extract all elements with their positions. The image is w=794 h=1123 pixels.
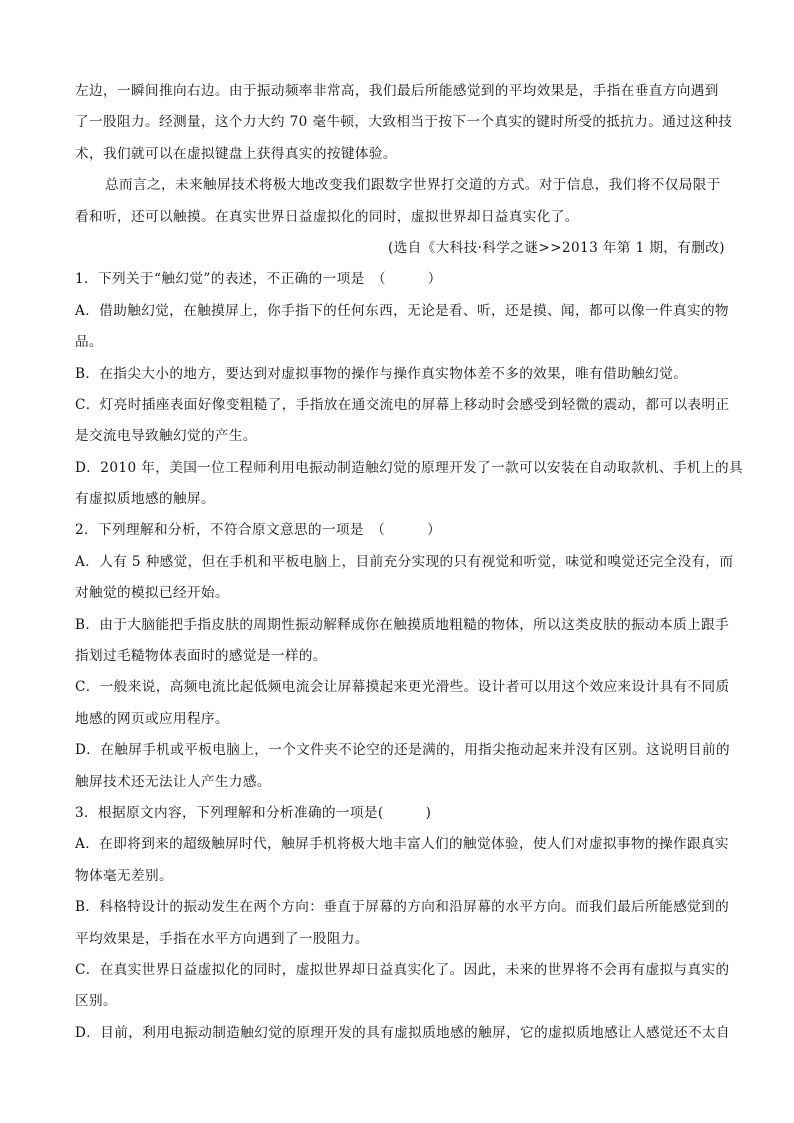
passage-line: 术，我们就可以在虚拟键盘上获得真实的按键体验。: [75, 145, 397, 162]
option-line: 对触觉的模拟已经开始。: [75, 585, 229, 602]
option-line: 是交流电导致触幻觉的产生。: [75, 428, 257, 445]
option-line: D．2010 年，美国一位工程师利用电振动制造触幻觉的原理开发了一款可以安装在自动取款机、手机上的具: [75, 459, 743, 476]
option-line: D．在触屏手机或平板电脑上，一个文件夹不论空的还是满的，用指尖拖动起来并没有区别。这说明目前的: [75, 742, 731, 759]
source-citation: (选自《大科技·科学之谜>>2013 年第 1 期，有删改): [387, 239, 725, 256]
option-line: 有虚拟质地感的触屏。: [75, 491, 215, 508]
option-line: 触屏技术还无法让人产生力感。: [75, 773, 271, 790]
question-stem: 3．根据原文内容，下列理解和分析准确的一项是( ): [75, 804, 432, 821]
document-page: [75, 76, 743, 1049]
passage-line: 看和听，还可以触摸。在真实世界日益虚拟化的同时，虚拟世界却日益真实化了。: [75, 208, 579, 225]
option-line: B．在指尖大小的地方，要达到对虚拟事物的操作与操作真实物体差不多的效果，唯有借助触幻觉。: [75, 365, 688, 382]
option-line: 平均效果是，手指在水平方向遇到了一股阻力。: [75, 930, 369, 947]
question-stem: 2．下列理解和分析，不符合原文意思的一项是 （ ）: [75, 522, 442, 539]
option-line: 区别。: [75, 993, 117, 1010]
option-line: C．灯亮时插座表面好像变粗糙了，手指放在通交流电的屏幕上移动时会感受到轻微的震动，都可以表明正: [75, 396, 730, 413]
option-line: D．目前，利用电振动制造触幻觉的原理开发的具有虚拟质地感的触屏，它的虚拟质地感让人感觉还不太自: [75, 1024, 731, 1041]
option-line: C．一般来说，高频电流比起低频电流会让屏幕摸起来更光滑些。设计者可以用这个效应来设计具有不同质: [75, 679, 730, 696]
option-line: B．科格特设计的振动发生在两个方向：垂直于屏幕的方向和沿屏幕的水平方向。而我们最后所能感觉到的: [75, 899, 730, 916]
passage-line: 了一股阻力。经测量，这个力大约 70 毫牛顿，大致相当于按下一个真实的键时所受的抵抗力。通过这种技: [75, 114, 733, 131]
option-line: A．在即将到来的超级触屏时代，触屏手机将极大地丰富人们的触觉体验，使人们对虚拟事物的操作跟真实: [75, 836, 729, 853]
option-line: A．借助触幻觉，在触摸屏上，你手指下的任何东西，无论是看、听，还是摸、闻，都可以像一件真实的物: [75, 302, 729, 319]
question-stem: 1．下列关于“触幻觉”的表述，不正确的一项是 （ ）: [75, 271, 442, 288]
option-line: B．由于大脑能把手指皮肤的周期性振动解释成你在触摸质地粗糙的物体，所以这类皮肤的振动本质上跟手: [75, 616, 730, 633]
option-line: 指划过毛糙物体表面时的感觉是一样的。: [75, 648, 327, 665]
option-line: 物体毫无差别。: [75, 867, 173, 884]
option-line: C．在真实世界日益虚拟化的同时，虚拟世界却日益真实化了。因此，未来的世界将不会再有虚拟与真实的: [75, 961, 730, 978]
option-line: 地感的网页或应用程序。: [75, 710, 229, 727]
passage-line: 总而言之，未来触屏技术将极大地改变我们跟数字世界打交道的方式。对于信息，我们将不仅局限于: [105, 177, 721, 194]
option-line: A．人有 5 种感觉，但在手机和平板电脑上，目前充分实现的只有视觉和听觉，味觉和嗅觉还完全没有，而: [75, 553, 734, 570]
passage-line: 左边，一瞬间推向右边。由于振动频率非常高，我们最后所能感觉到的平均效果是，手指在垂直方向遇到: [75, 83, 719, 99]
option-line: 品。: [75, 334, 103, 351]
